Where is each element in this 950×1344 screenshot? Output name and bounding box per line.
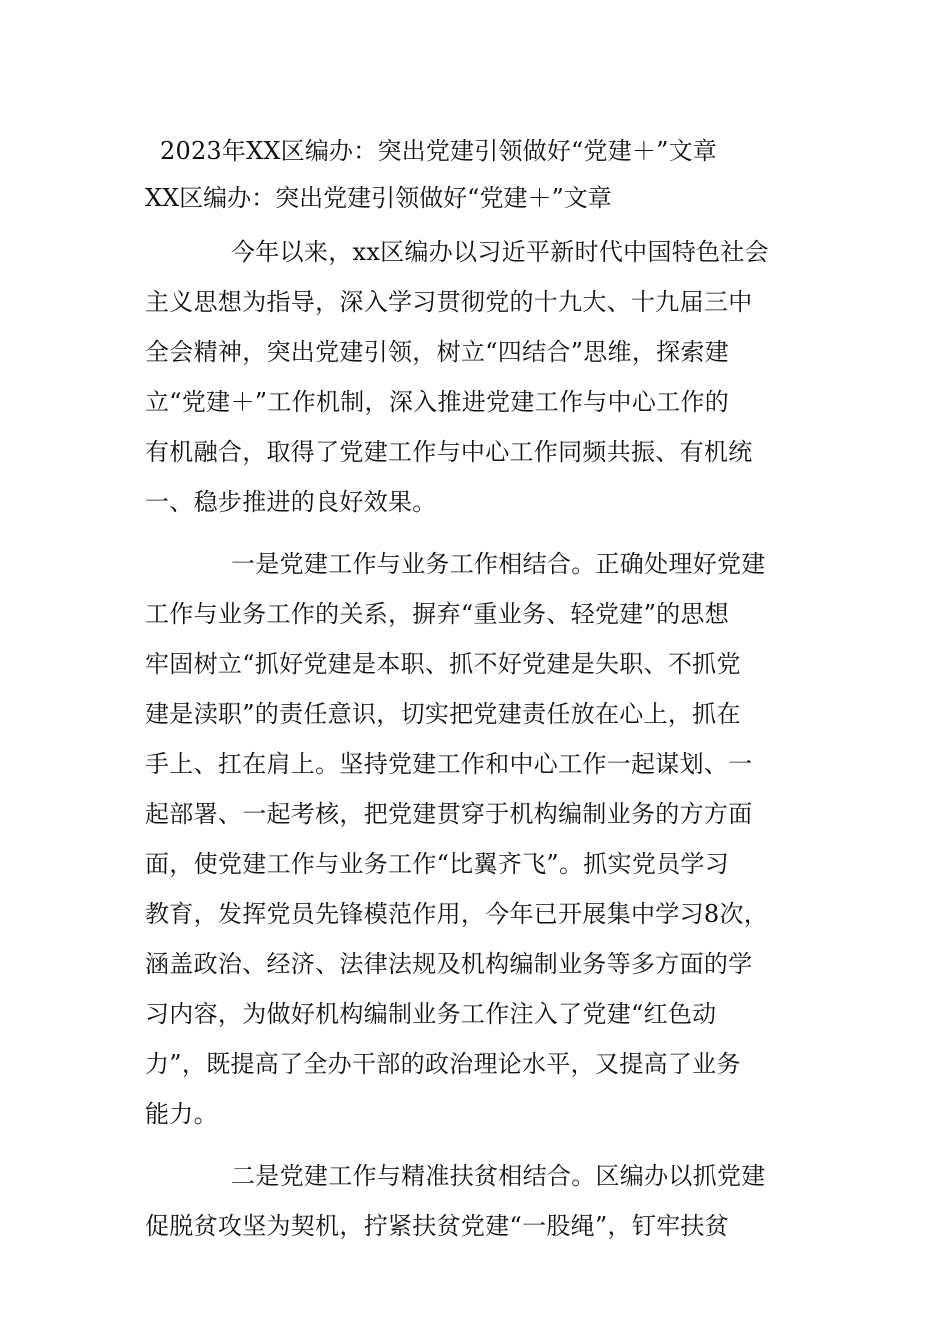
paragraph-2-line: 能力。 [145, 1100, 218, 1128]
paragraph-1-line: 主义思想为指导，深入学习贯彻党的十九大、十九届三中 [145, 288, 753, 316]
paragraph-2-line: 涵盖政治、经济、法律法规及机构编制业务等多方面的学 [145, 950, 753, 978]
paragraph-2-line: 教育，发挥党员先锋模范作用，今年已开展集中学习8次， [145, 900, 769, 928]
paragraph-gap [145, 1139, 845, 1151]
paragraph-1-line: 立“党建＋”工作机制，深入推进党建工作与中心工作的 [145, 388, 730, 416]
paragraph-2-line: 起部署、一起考核，把党建贯穿于机构编制业务的方方面 [145, 800, 753, 828]
paragraph-1-line: 全会精神，突出党建引领，树立“四结合”思维，探索建 [145, 338, 730, 366]
paragraph-2-line: 习内容，为做好机构编制业务工作注入了党建“红色动 [145, 1000, 717, 1028]
paragraph-2-line: 手上、扛在肩上。坚持党建工作和中心工作一起谋划、一 [145, 750, 753, 778]
paragraph-3-line: 二是党建工作与精准扶贫相结合。区编办以抓党建 [231, 1162, 766, 1190]
paragraph-gap [145, 527, 845, 539]
paragraph-2-line: 面，使党建工作与业务工作“比翼齐飞”。抓实党员学习 [145, 850, 730, 878]
document-body [145, 227, 845, 1251]
paragraph-1-line: 一、稳步推进的良好效果。 [145, 488, 437, 516]
paragraph-3-line: 促脱贫攻坚为契机，拧紧扶贫党建“一股绳”，钉牢扶贫 [145, 1212, 730, 1240]
paragraph-2-line: 工作与业务工作的关系，摒弃“重业务、轻党建”的思想 [145, 600, 730, 628]
document-subtitle: XX区编办：突出党建引领做好“党建＋”文章 [145, 184, 612, 212]
paragraph-2-line: 建是渎职”的责任意识，切实把党建责任放在心上，抓在 [145, 700, 741, 728]
paragraph-2-line: 一是党建工作与业务工作相结合。正确处理好党建 [231, 550, 766, 578]
paragraph-2-line: 牢固树立“抓好党建是本职、抓不好党建是失职、不抓党 [145, 650, 741, 678]
paragraph-2-line: 力”，既提高了全办干部的政治理论水平，又提高了业务 [145, 1050, 741, 1078]
document-title: 2023年XX区编办：突出党建引领做好“党建＋”文章 [160, 137, 717, 165]
paragraph-1-line: 有机融合，取得了党建工作与中心工作同频共振、有机统 [145, 438, 753, 466]
paragraph-1-line: 今年以来，xx区编办以习近平新时代中国特色社会 [231, 238, 769, 266]
